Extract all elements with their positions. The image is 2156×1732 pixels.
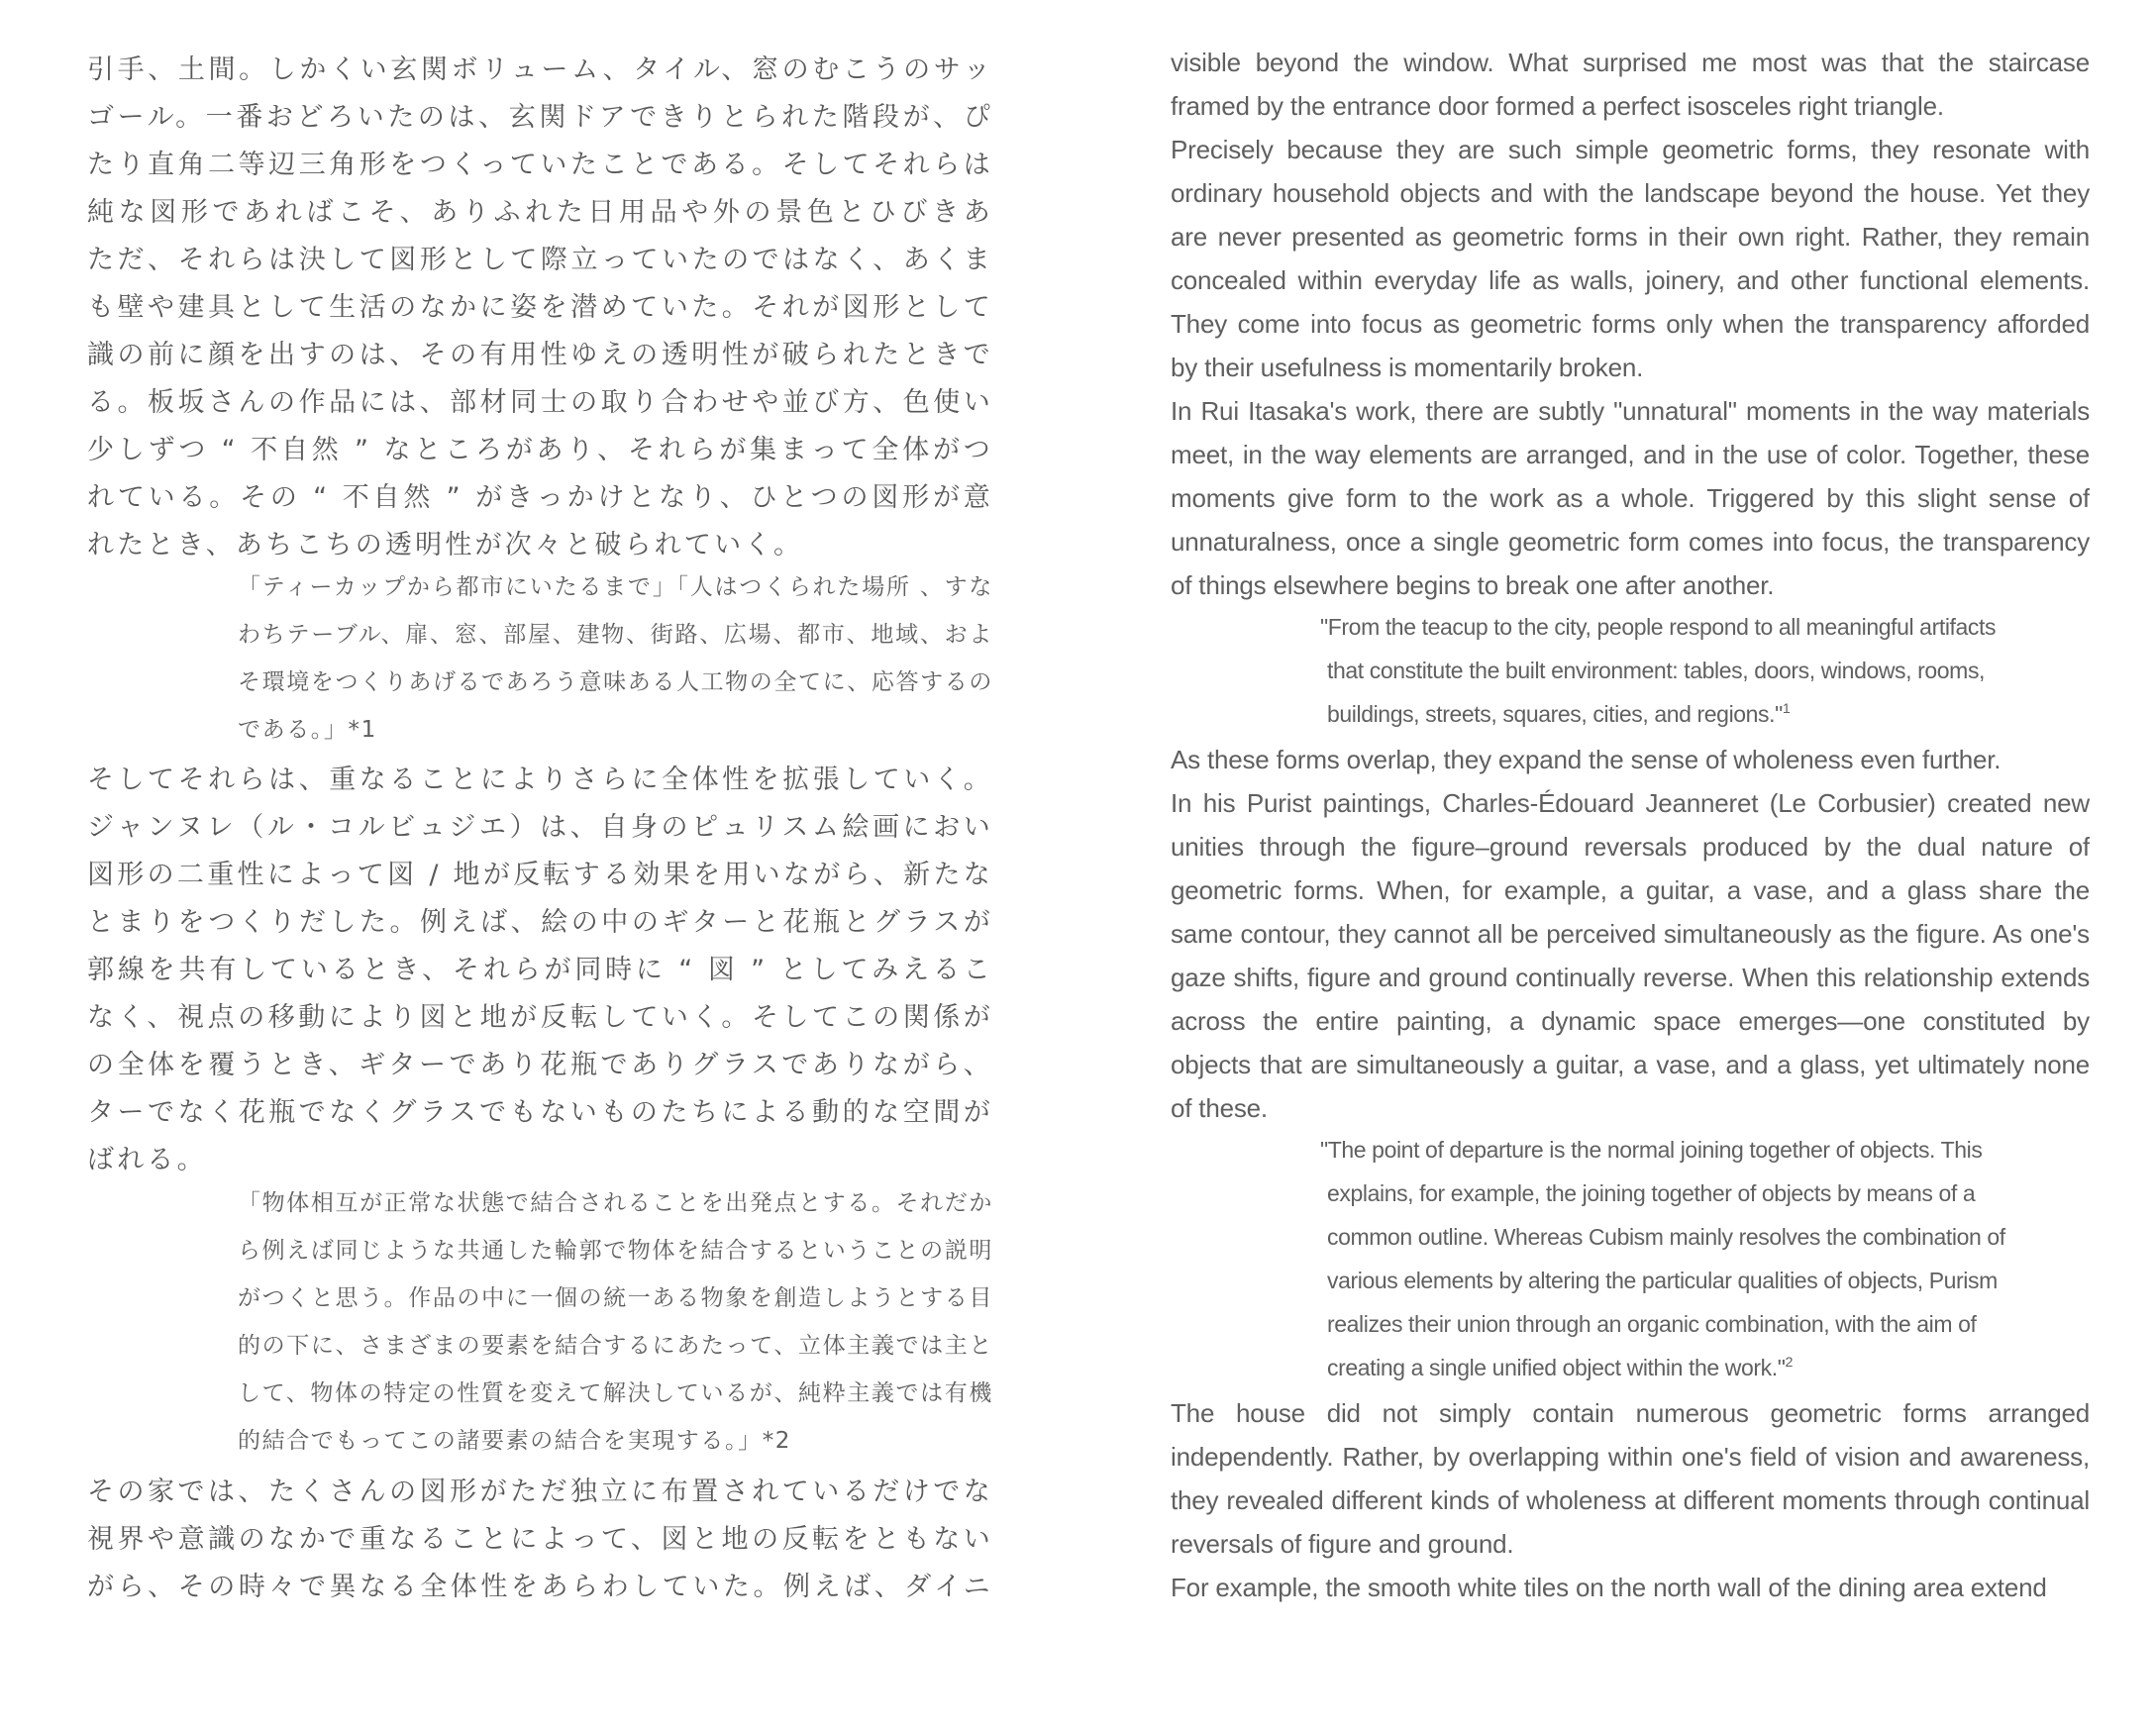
quote-line	[238, 616, 993, 656]
body-line	[1171, 788, 2090, 828]
body-line	[87, 428, 993, 467]
body-line	[1171, 483, 2090, 523]
line-text: by their usefulness is momentarily broken.	[1171, 353, 1644, 382]
line-text: その家では、たくさんの図形がただ独立に布置されているだけでな	[87, 1477, 993, 1507]
body-line	[87, 1138, 207, 1176]
line-text: In Rui Itasaka's work, there are subtly "unnatural" moments in the way materials	[1171, 396, 2090, 426]
body-line	[1171, 309, 2090, 349]
body-line	[1171, 963, 2090, 1002]
quote-line	[238, 1279, 993, 1319]
footnote-marker: 2	[1785, 1355, 1794, 1371]
line-text: 視界や意識のなかで重なることによって、図と地の反転をともない	[87, 1524, 993, 1555]
body-line	[1171, 527, 2090, 566]
line-text: ばれる。	[87, 1145, 207, 1175]
line-text: 少しずつ “ 不自然 ” なところがあり、それらが集まって全体がつ	[87, 435, 993, 465]
line-text: across the entire painting, a dynamic space emerges—one constituted by	[1171, 1006, 2090, 1036]
body-line	[1171, 570, 1774, 601]
line-text: independently. Rather, by overlapping within one's field of vision and awareness,	[1171, 1442, 2090, 1472]
line-text: unnaturalness, once a single geometric form comes into focus, the transparency	[1171, 527, 2090, 557]
quote-line	[238, 1184, 993, 1224]
line-text: moments give form to the work as a whole. Triggered by this slight sense of	[1171, 483, 2090, 513]
line-text: 図形の二重性によって図 / 地が反転する効果を用いながら、新たな	[87, 860, 993, 890]
footnote-marker: 1	[1782, 701, 1791, 717]
line-text: 純な図形であればこそ、ありふれた日用品や外の景色とひびきあ	[87, 197, 993, 228]
line-text: そしてそれらは、重なることによりさらに全体性を拡張していく。	[87, 764, 993, 795]
line-text: various elements by altering the particular qualities of objects, Purism	[1327, 1268, 1998, 1293]
line-text: 引手、土間。しかくい玄関ボリューム、タイル、窓のむこうのサッ	[87, 54, 993, 85]
line-text: 識の前に顔を出すのは、その有用性ゆえの透明性が破られたときで	[87, 340, 993, 370]
quote-line	[1320, 1137, 1982, 1164]
line-text: 的結合でもってこの諸要素の結合を実現する。」*2	[238, 1428, 792, 1454]
body-line	[1171, 222, 2090, 261]
body-line	[1171, 91, 1944, 122]
line-text: meet, in the way elements are arranged, and in the use of color. Together, these	[1171, 440, 2090, 469]
quote-line	[1327, 1355, 1793, 1381]
line-text: same contour, they cannot all be perceived simultaneously as the figure. As one's	[1171, 919, 2090, 949]
line-text: explains, for example, the joining together of objects by means of a	[1327, 1180, 1976, 1206]
body-line	[87, 900, 993, 940]
line-text: 「ティーカップから都市にいたるまで」「人はつくられた場所 、すな	[238, 574, 993, 600]
line-text: framed by the entrance door formed a perfect isosceles right triangle.	[1171, 91, 1944, 121]
body-line	[1171, 1442, 2090, 1481]
line-text: of these.	[1171, 1093, 1268, 1123]
quote-line	[238, 663, 993, 703]
body-line	[1171, 875, 2090, 915]
body-line	[1171, 396, 2090, 436]
quote-line	[238, 1375, 993, 1414]
line-text: For example, the smooth white tiles on the north wall of the dining area extend	[1171, 1573, 2047, 1602]
line-text: わちテーブル、扉、窓、部屋、建物、街路、広場、都市、地域、およ	[238, 622, 993, 648]
line-text: の全体を覆うとき、ギターであり花瓶でありグラスでありながら、	[87, 1050, 993, 1080]
body-line	[87, 758, 993, 797]
body-line	[87, 1517, 993, 1557]
body-line	[87, 143, 993, 182]
line-text: ゴール。一番おどろいたのは、玄関ドアできりとられた階段が、ぴ	[87, 102, 993, 133]
line-text: 「物体相互が正常な状態で結合されることを出発点とする。それだか	[238, 1190, 993, 1216]
body-line	[1171, 353, 1643, 383]
line-text: concealed within everyday life as walls, joinery, and other functional elements.	[1171, 265, 2090, 295]
body-line	[87, 1565, 993, 1604]
body-line	[1171, 48, 2090, 87]
quote-line	[1327, 1224, 2005, 1251]
line-text: ジャンヌレ（ル・コルビュジエ）は、自身のピュリスム絵画におい	[87, 812, 993, 843]
quote-line	[1327, 701, 1790, 728]
line-text: ただ、それらは決して図形として際立っていたのではなく、あくま	[87, 245, 993, 275]
line-text: that constitute the built environment: tables, doors, windows, rooms,	[1327, 658, 1986, 683]
body-line	[1171, 440, 2090, 479]
line-text: In his Purist paintings, Charles-Édouard Jeanneret (Le Corbusier) created new	[1171, 788, 2090, 818]
body-line	[87, 285, 993, 325]
line-text: buildings, streets, squares, cities, and regions."	[1327, 701, 1783, 727]
quote-line	[238, 1422, 791, 1455]
line-text: reversals of figure and ground.	[1171, 1529, 1514, 1559]
line-text: are never presented as geometric forms in their own right. Rather, they remain	[1171, 222, 2090, 252]
body-line	[87, 805, 993, 845]
body-line	[1171, 1398, 2090, 1438]
line-text: 的の下に、さまざまの要素を結合するにあたって、立体主義では主と	[238, 1333, 993, 1359]
body-line	[1171, 1006, 2090, 1046]
line-text: common outline. Whereas Cubism mainly resolves the combination of	[1327, 1224, 2005, 1250]
body-line	[87, 380, 993, 420]
body-line	[87, 475, 993, 515]
line-text: 郭線を共有しているとき、それらが同時に “ 図 ” としてみえるこ	[87, 955, 993, 985]
body-line	[87, 523, 803, 561]
line-text: なく、視点の移動により図と地が反転していく。そしてこの関係が	[87, 1002, 993, 1033]
body-line	[1171, 265, 2090, 305]
body-line	[87, 948, 993, 987]
quote-line	[238, 711, 377, 744]
line-text: ターでなく花瓶でなくグラスでもないものたちによる動的な空間が	[87, 1097, 993, 1128]
line-text: "The point of departure is the normal joining together of objects. This	[1320, 1137, 1983, 1163]
line-text: たり直角二等辺三角形をつくっていたことである。そしてそれらは	[87, 150, 993, 180]
quote-line	[238, 568, 993, 608]
line-text: unities through the figure–ground reversals produced by the dual nature of	[1171, 832, 2090, 862]
line-text: れたとき、あちこちの透明性が次々と破られていく。	[87, 530, 804, 560]
body-line	[87, 190, 993, 230]
line-text: ordinary household objects and with the landscape beyond the house. Yet they	[1171, 178, 2090, 208]
body-line	[87, 1090, 993, 1130]
line-text: gaze shifts, figure and ground continually reverse. When this relationship extends	[1171, 963, 2090, 992]
line-text: である。」*1	[238, 717, 377, 743]
quote-line	[1320, 614, 1996, 641]
body-line	[1171, 1485, 2090, 1525]
body-line	[87, 95, 993, 135]
line-text: して、物体の特定の性質を変えて解決しているが、純粋主義では有機	[238, 1380, 993, 1406]
line-text: ら例えば同じような共通した輪郭で物体を結合するということの説明	[238, 1238, 993, 1264]
body-line	[1171, 135, 2090, 174]
quote-line	[1327, 1311, 1977, 1338]
body-line	[1171, 1573, 2047, 1603]
line-text: "From the teacup to the city, people respond to all meaningful artifacts	[1320, 614, 1997, 640]
line-text: objects that are simultaneously a guitar, a vase, and a glass, yet ultimately none	[1171, 1050, 2090, 1079]
line-text: of things elsewhere begins to break one after another.	[1171, 570, 1775, 600]
body-line	[1171, 832, 2090, 871]
body-line	[1171, 1093, 1268, 1124]
quote-line	[1327, 1268, 1998, 1294]
line-text: Precisely because they are such simple geometric forms, they resonate with	[1171, 135, 2090, 164]
line-text: る。板坂さんの作品には、部材同士の取り合わせや並び方、色使い	[87, 387, 993, 418]
body-line	[87, 333, 993, 372]
quote-line	[238, 1232, 993, 1272]
body-line	[87, 238, 993, 277]
line-text: れている。その “ 不自然 ” がきっかけとなり、ひとつの図形が意	[87, 482, 993, 513]
line-text: がら、その時々で異なる全体性をあらわしていた。例えば、ダイニ	[87, 1572, 993, 1602]
body-line	[1171, 178, 2090, 218]
line-text: visible beyond the window. What surprised me most was that the staircase	[1171, 48, 2090, 77]
body-line	[87, 1043, 993, 1082]
quote-line	[238, 1327, 993, 1367]
body-line	[1171, 919, 2090, 959]
line-text: The house did not simply contain numerous geometric forms arranged	[1171, 1398, 2090, 1428]
line-text: creating a single unified object within the work."	[1327, 1355, 1786, 1380]
line-text: とまりをつくりだした。例えば、絵の中のギターと花瓶とグラスが	[87, 907, 993, 938]
line-text: They come into focus as geometric forms only when the transparency afforded	[1171, 309, 2090, 339]
body-line	[87, 853, 993, 892]
line-text: そ環境をつくりあげるであろう意味ある人工物の全てに、応答するの	[238, 669, 993, 695]
line-text: も壁や建具として生活のなかに姿を潜めていた。それが図形として	[87, 292, 993, 323]
body-line	[1171, 745, 2001, 775]
line-text: they revealed different kinds of wholeness at different moments through continual	[1171, 1485, 2090, 1515]
quote-line	[1327, 1180, 1975, 1207]
line-text: As these forms overlap, they expand the sense of wholeness even further.	[1171, 745, 2002, 774]
line-text: realizes their union through an organic combination, with the aim of	[1327, 1311, 1977, 1337]
line-text: がつくと思う。作品の中に一個の統一ある物象を創造しようとする目	[238, 1285, 993, 1311]
body-line	[1171, 1050, 2090, 1089]
body-line	[87, 48, 993, 87]
body-line	[1171, 1529, 1513, 1560]
body-line	[87, 995, 993, 1035]
body-line	[87, 1470, 993, 1509]
line-text: geometric forms. When, for example, a guitar, a vase, and a glass share the	[1171, 875, 2090, 905]
quote-line	[1327, 658, 1985, 684]
